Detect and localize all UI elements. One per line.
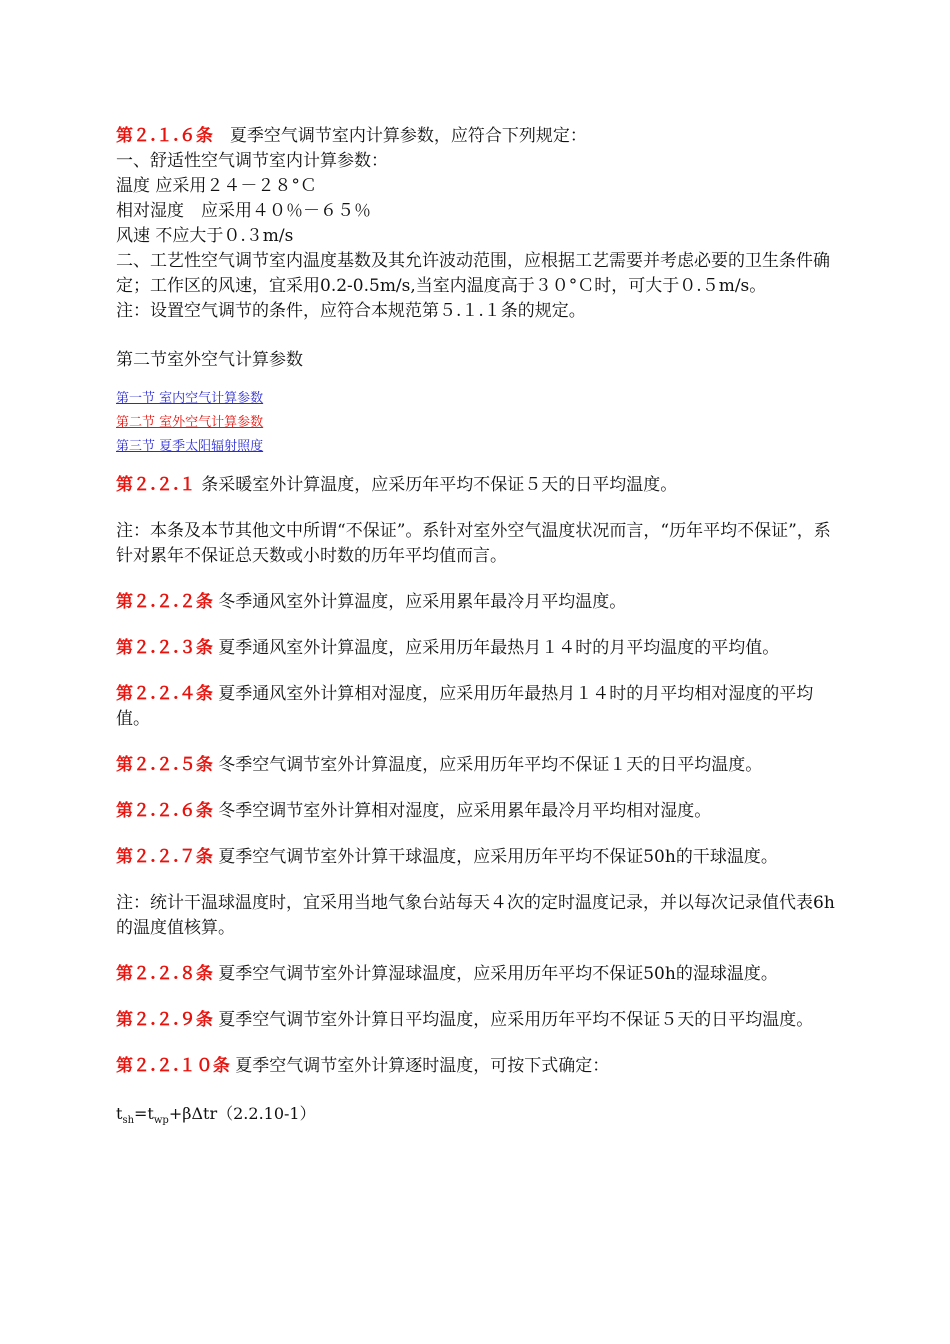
formula-subscript: wp xyxy=(153,1115,169,1127)
clause-2-2-4 xyxy=(116,682,846,732)
note-not-guaranteed xyxy=(116,519,846,569)
clause-number: 第２.２.２条 xyxy=(116,592,213,612)
clause-text: 条采暖室外计算温度，应采历年平均不保证５天的日平均温度。 xyxy=(195,475,678,495)
process-ac-paragraph: 二、工艺性空气调节室内温度基数及其允许波动范围，应根据工艺需要并考虑必要的卫生条件确定；工作区的风速，宜采用0.2-0.5m/s,当室内温度高于３０°Ｃ时，可大于０.５m/s。 xyxy=(116,251,830,296)
clause-text: 夏季空气调节室外计算日平均温度，应采用历年平均不保证５天的日平均温度。 xyxy=(212,1010,814,1030)
clause-text: 注：统计干温球温度时，宜采用当地气象台站每天４次的定时温度记录，并以每次记录值代表6h的温度值核算。 xyxy=(116,893,835,938)
section-title: 第二节室外空气计算参数 xyxy=(116,350,303,370)
formula-part: t xyxy=(116,1104,123,1123)
clause-number: 第２.２.８条 xyxy=(116,964,213,984)
formula-subscript: sh xyxy=(122,1115,135,1127)
clause-2-2-9 xyxy=(116,1008,846,1033)
clause-2-1-6 xyxy=(116,124,846,149)
clause-text: 夏季通风室外计算相对湿度，应采用历年最热月１４时的月平均相对湿度的平均值。 xyxy=(116,684,814,729)
clause-2-2-10 xyxy=(116,1054,846,1079)
clause-2-2-8 xyxy=(116,962,846,987)
clause-number: 第２.２.４条 xyxy=(116,684,213,704)
clause-text: 冬季空调节室外计算相对湿度，应采用累年最冷月平均相对湿度。 xyxy=(212,801,712,821)
clause-text: 冬季通风室外计算温度，应采用累年最冷月平均温度。 xyxy=(212,592,627,612)
clause-number: 第２.２.３条 xyxy=(116,638,213,658)
clause-2-2-5 xyxy=(116,753,846,778)
clause-number: 第２.２.５条 xyxy=(116,755,213,775)
note-line: 注：设置空气调节的条件，应符合本规范第５.１.１条的规定。 xyxy=(116,301,586,321)
formula-2-2-10-1 xyxy=(116,1101,846,1133)
temperature-line: 温度 应采用２４－２８°Ｃ xyxy=(116,176,317,196)
clause-2-2-7 xyxy=(116,845,846,870)
document-body xyxy=(116,124,846,1133)
clause-text: 注：本条及本节其他文中所谓“不保证”。系针对室外空气温度状况而言，“历年平均不保证”，系针对累年不保证总天数或小时数的历年平均值而言。 xyxy=(116,521,831,566)
clause-text: 夏季空气调节室内计算参数，应符合下列规定： xyxy=(212,126,587,146)
nav-link-section-2[interactable]: 第二节 室外空气计算参数 xyxy=(116,415,264,430)
clause-2-2-3 xyxy=(116,636,846,661)
clause-number: 第２.２.９条 xyxy=(116,1010,213,1030)
comfort-heading: 一、舒适性空气调节室内计算参数： xyxy=(116,151,388,171)
nav-link-section-1[interactable]: 第一节 室内空气计算参数 xyxy=(116,391,264,406)
clause-2-2-2 xyxy=(116,590,846,615)
clause-2-2-1 xyxy=(116,473,846,498)
clause-number: 第２.２.１ xyxy=(116,475,196,495)
clause-text: 夏季通风室外计算温度，应采用历年最热月１４时的月平均温度的平均值。 xyxy=(212,638,780,658)
formula-part: +βΔtr（2.2.10-1） xyxy=(168,1104,316,1123)
humidity-line: 相对湿度 应采用４０％－６５％ xyxy=(116,201,371,221)
wind-speed-line: 风速 不应大于０.３m/s xyxy=(116,226,294,246)
clause-number: 第２.１.６条 xyxy=(116,126,213,146)
clause-number: 第２.２.６条 xyxy=(116,801,213,821)
clause-2-2-6 xyxy=(116,799,846,824)
clause-number: 第２.２.１０条 xyxy=(116,1056,230,1076)
note-dry-bulb xyxy=(116,891,846,941)
formula-part: =t xyxy=(134,1104,154,1123)
clause-text: 夏季空气调节室外计算湿球温度，应采用历年平均不保证50h的湿球温度。 xyxy=(212,964,778,984)
clause-text: 夏季空气调节室外计算逐时温度，可按下式确定： xyxy=(229,1056,610,1076)
nav-link-section-3[interactable]: 第三节 夏季太阳辐射照度 xyxy=(116,439,264,454)
clause-number: 第２.２.７条 xyxy=(116,847,213,867)
clause-text: 冬季空气调节室外计算温度，应采用历年平均不保证１天的日平均温度。 xyxy=(212,755,763,775)
clause-text: 夏季空气调节室外计算干球温度，应采用历年平均不保证50h的干球温度。 xyxy=(212,847,778,867)
section-nav xyxy=(116,387,846,459)
